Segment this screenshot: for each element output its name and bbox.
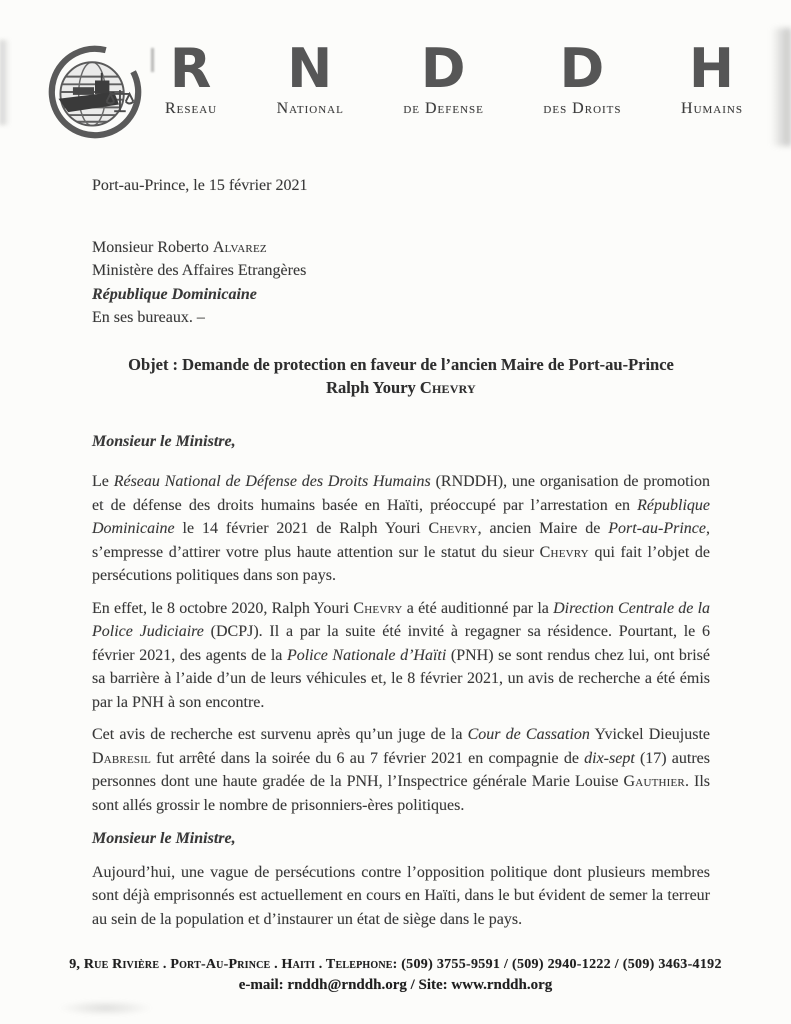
- acronym-col-national: [276, 37, 344, 118]
- salutation-2: Monsieur le Ministre,: [92, 830, 236, 847]
- subject-line-2: Ralph Youry Chevry: [326, 378, 476, 397]
- footer-address-line: 9, Rue Rivière . Port-Au-Prince . Haiti . Telephone: (509) 3755-9591 / (509) 2940-1222 / (509) 3463-4192: [69, 957, 722, 972]
- scan-artifact-bottom: [58, 1000, 153, 1016]
- addressee-location: En ses bureaux. –: [92, 309, 205, 326]
- addressee-ministry: Ministère des Affaires Etrangères: [92, 262, 307, 279]
- subject-block: [92, 353, 710, 400]
- acronym-word: de Defense: [403, 100, 484, 117]
- addressee-country: République Dominicaine: [92, 285, 257, 303]
- salutation-1: Monsieur le Ministre,: [92, 432, 236, 450]
- paragraph-4: Aujourd’hui, une vague de persécutions contre l’opposition politique dont plusieurs membres sont déjà emprisonnés est actuellement en cours en Haïti, dans le but évident de semer la terreur au sein de la population et d’instaurer un état de siège dans le pays.: [92, 863, 710, 928]
- acronym-row: [165, 37, 743, 118]
- letter-footer: [0, 957, 791, 994]
- letter-body: [92, 140, 710, 931]
- acronym-word: National: [276, 100, 344, 117]
- acronym-col-humains: [681, 37, 743, 118]
- globe-ship-scales-logo-icon: [45, 44, 145, 140]
- acronym-col-droits: [543, 37, 622, 118]
- paragraph-1: Le Réseau National de Défense des Droits Humains (RNDDH), une organisation de promotion et de défense des droits humains basée en Haïti, préoccupé par l’arrestation en République Dominicaine le 14 février 2021 de Ralph Youri Chevry, ancien Maire de Port-au-Prince, s’empresse d’attirer votre plus haute attention sur le statut du sieur Chevry qui fait l’objet de persécutions politiques dans son pays.: [92, 473, 711, 584]
- acronym-col-defense: [403, 37, 484, 118]
- acronym-letter: D: [559, 37, 606, 100]
- subject-line-1: Objet : Demande de protection en faveur de l’ancien Maire de Port-au-Prince: [128, 354, 674, 374]
- acronym-letter: D: [420, 37, 467, 100]
- letterhead: [45, 37, 743, 142]
- addressee-name: Monsieur Roberto Alvarez: [92, 238, 267, 256]
- acronym-word: des Droits: [543, 100, 622, 117]
- scan-artifact-left: [0, 40, 10, 125]
- acronym-col-reseau: [165, 37, 218, 118]
- acronym-letter: R: [169, 37, 213, 100]
- footer-contact-line: e-mail: rnddh@rnddh.org / Site: www.rnddh.org: [238, 977, 553, 993]
- dateline: Port-au-Prince, le 15 février 2021: [92, 177, 308, 194]
- acronym-word: Reseau: [165, 100, 218, 117]
- paragraph-2: En effet, le 8 octobre 2020, Ralph Youri Chevry a été auditionné par la Direction Centrale de la Police Judiciaire (DCPJ). Il a par la suite été invité à regagner sa résidence. Pourtant, le 6 février 2021, des agents de la Police Nationale d’Haïti (PNH) se sont rendus chez lui, ont brisé sa barrière à l’aide d’un de leurs véhicules et, le 8 février 2021, un avis de recherche a été émis par la PNH à son encontre.: [92, 599, 711, 711]
- acronym-letter: N: [287, 37, 334, 100]
- addressee-block: [92, 236, 710, 330]
- acronym-word: Humains: [681, 100, 743, 117]
- paragraph-3: Cet avis de recherche est survenu après qu’un juge de la Cour de Cassation Yvickel Dieujuste Dabresil fut arrêté dans la soirée du 6 au 7 février 2021 en compagnie de dix-sept (17) autres personnes dont une haute gradée de la PNH, l’Inspectrice générale Marie Louise Gauthier. Ils sont allés grossir le nombre de prisonniers-ères politiques.: [92, 726, 711, 814]
- scan-artifact-right: [771, 28, 791, 146]
- acronym-letter: H: [688, 37, 736, 100]
